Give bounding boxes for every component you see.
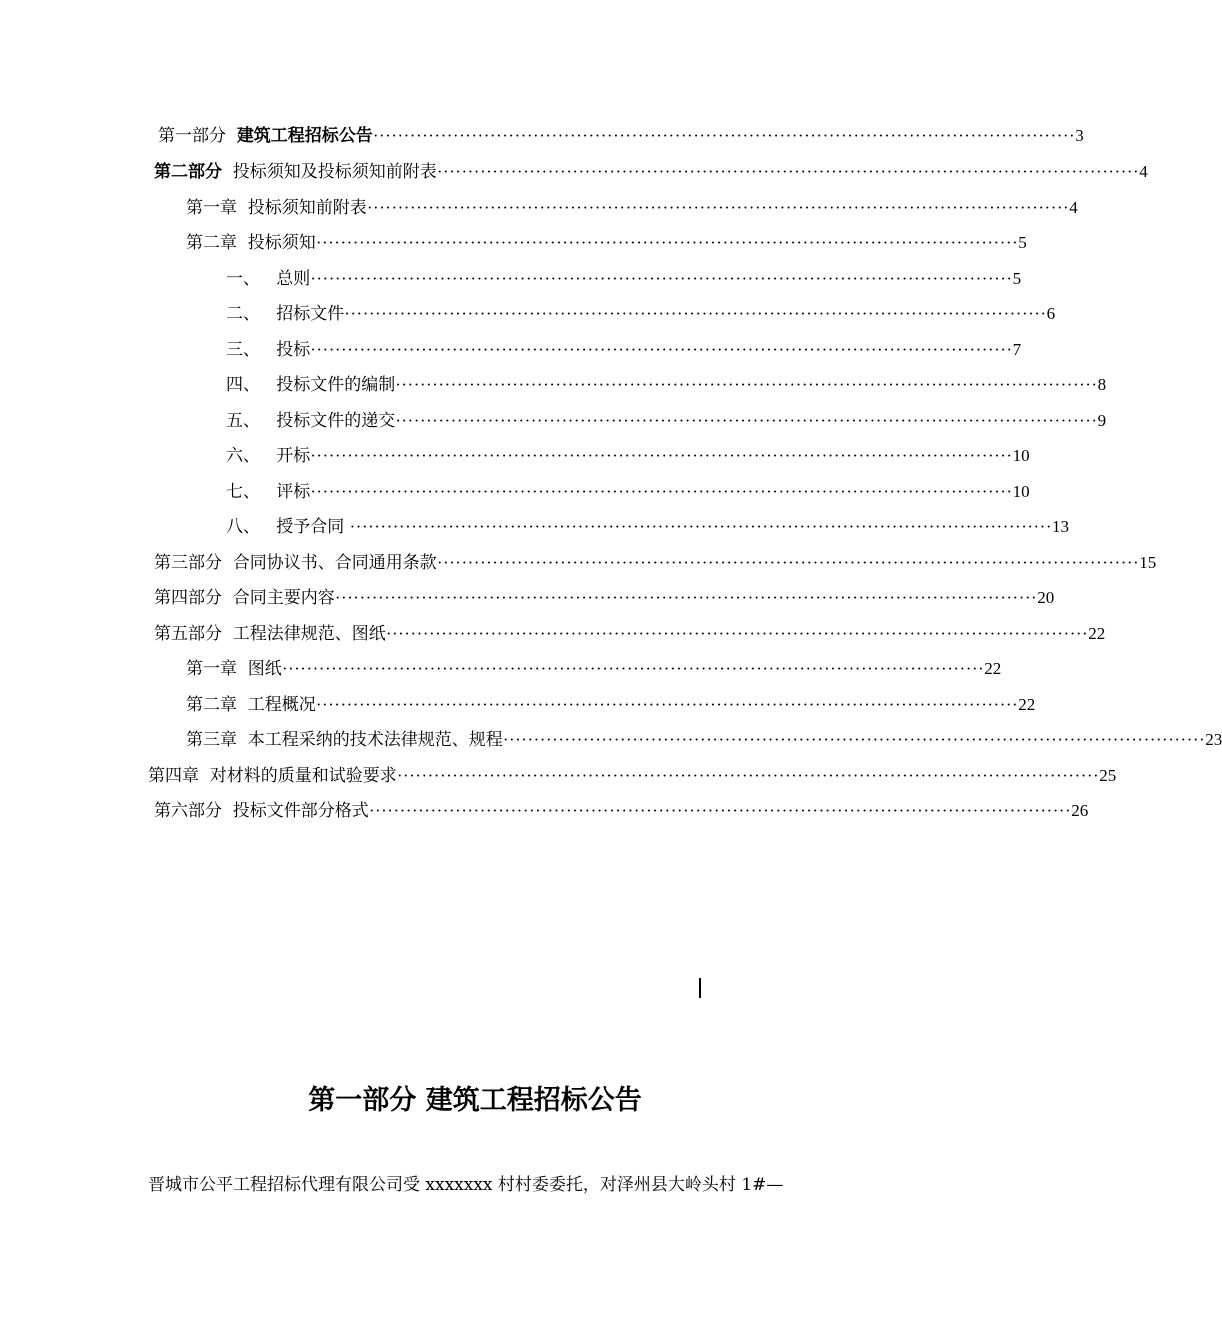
toc-entry[interactable] <box>226 480 1030 504</box>
toc-entry-label: 六、 开标 <box>226 446 311 466</box>
toc-entry-label: 第五部分 工程法律规范、图纸 <box>154 624 386 644</box>
dot-leader: ·················································································································· <box>395 411 1098 430</box>
toc-entry-label: 第一章 图纸 <box>186 659 282 679</box>
toc-entry-label: 第六部分 投标文件部分格式 <box>154 801 369 821</box>
toc-entry[interactable] <box>186 657 1002 681</box>
dot-leader: ·················································································································· <box>349 517 1052 536</box>
toc-page-number: 25 <box>1099 766 1117 785</box>
toc-entry-label: 五、 投标文件的递交 <box>226 411 396 431</box>
toc-page-number: 7 <box>1012 340 1022 359</box>
dot-leader: ·················································································································· <box>281 659 985 678</box>
toc-entry-label: 二、 招标文件 <box>226 304 345 324</box>
dot-leader: ·················································································································· <box>310 482 1013 501</box>
text-cursor <box>699 978 701 998</box>
toc-entry[interactable] <box>226 373 1107 397</box>
toc-entry-label: 第一章 投标须知前附表 <box>186 198 367 218</box>
toc-entry-label: 第二章 工程概况 <box>186 695 316 715</box>
dot-leader: ·················································································································· <box>436 553 1140 572</box>
toc-entry[interactable] <box>186 693 1036 717</box>
toc-entry[interactable] <box>154 586 1055 610</box>
toc-entry[interactable] <box>154 622 1106 646</box>
dot-leader: ·················································································································· <box>315 695 1019 714</box>
toc-page-number: 5 <box>1012 269 1022 288</box>
toc-entry-label: 三、 投标 <box>226 340 311 360</box>
toc-entry-label: 第四部分 合同主要内容 <box>154 588 335 608</box>
dot-leader: ·················································································································· <box>372 126 1076 145</box>
dot-leader: ·················································································································· <box>310 446 1013 465</box>
toc-entry[interactable] <box>154 551 1157 575</box>
toc-entry[interactable] <box>154 160 1148 184</box>
toc-entry-label: 一、 总则 <box>226 269 311 289</box>
toc-page-number: 22 <box>1088 624 1106 643</box>
toc-page-number: 3 <box>1075 126 1084 145</box>
toc-page-number: 22 <box>984 659 1002 678</box>
toc-entry-label: 第二章 投标须知 <box>186 233 316 253</box>
toc-entry[interactable] <box>226 267 1022 291</box>
toc-entry-label: 第四章 对材料的质量和试验要求 <box>148 766 397 786</box>
toc-entry-label: 四、 投标文件的编制 <box>226 375 396 395</box>
toc-entry-label: 第三章 本工程采纳的技术法律规范、规程 <box>186 730 503 750</box>
toc-page-number: 4 <box>1069 198 1078 217</box>
toc-page-number: 13 <box>1052 517 1069 536</box>
toc-page-number: 8 <box>1097 375 1107 394</box>
dot-leader: ·················································································································· <box>344 304 1047 323</box>
dot-leader: ·················································································································· <box>436 162 1140 181</box>
toc-page-number: 26 <box>1071 801 1089 820</box>
dot-leader: ·················································································································· <box>395 375 1098 394</box>
dot-leader: ·················································································································· <box>368 801 1072 820</box>
dot-leader: ·················································································································· <box>315 233 1019 252</box>
toc-page-number: 5 <box>1018 233 1027 252</box>
dot-leader: ·················································································································· <box>385 624 1089 643</box>
toc-page-number: 4 <box>1139 162 1148 181</box>
dot-leader: ·················································································································· <box>334 588 1038 607</box>
toc-entry-label: 第二部分 投标须知及投标须知前附表 <box>154 162 437 182</box>
toc-entry[interactable] <box>186 728 1222 752</box>
toc-entry[interactable] <box>154 799 1089 823</box>
toc-page-number: 22 <box>1018 695 1036 714</box>
toc-page-number: 15 <box>1139 553 1157 572</box>
toc-page-number: 10 <box>1012 482 1030 501</box>
toc-entry[interactable] <box>226 444 1030 468</box>
toc-entry[interactable] <box>226 338 1022 362</box>
toc-entry[interactable] <box>226 515 1069 539</box>
toc-page-number: 6 <box>1046 304 1056 323</box>
toc-entry-label: 七、 评标 <box>226 482 311 502</box>
toc-entry-label: 八、 授予合同 <box>226 517 350 537</box>
toc-entry[interactable] <box>186 231 1027 255</box>
toc-entry[interactable] <box>226 302 1056 326</box>
toc-entry[interactable] <box>186 196 1078 220</box>
toc-page-number: 10 <box>1012 446 1030 465</box>
dot-leader: ·················································································································· <box>310 269 1013 288</box>
dot-leader: ·················································································································· <box>310 340 1013 359</box>
toc-entry-label: 第三部分 合同协议书、合同通用条款 <box>154 553 437 573</box>
dot-leader: ·················································································································· <box>396 766 1100 785</box>
section-heading: 第一部分 建筑工程招标公告 <box>308 1085 642 1116</box>
toc-entry[interactable] <box>158 124 1084 148</box>
body-paragraph: 晋城市公平工程招标代理有限公司受 xxxxxxx 村村委委托，对泽州县大岭头村 1#— <box>148 1175 784 1195</box>
toc-page-number: 23 <box>1205 730 1222 749</box>
toc-entry[interactable] <box>148 764 1117 788</box>
toc-entry-label: 第一部分 建筑工程招标公告 <box>158 126 373 146</box>
toc-page-number: 20 <box>1037 588 1055 607</box>
toc-entry[interactable] <box>226 409 1107 433</box>
toc-page-number: 9 <box>1097 411 1107 430</box>
dot-leader: ·················································································································· <box>502 730 1206 749</box>
dot-leader: ·················································································································· <box>366 198 1070 217</box>
